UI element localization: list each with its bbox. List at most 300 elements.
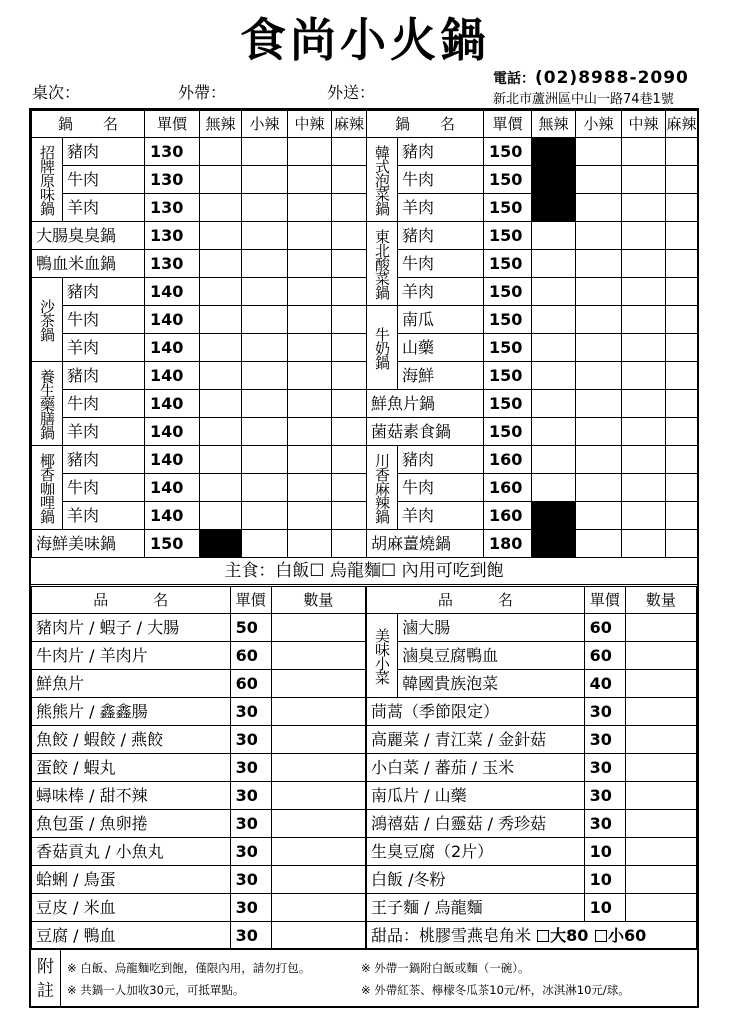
spice-checkbox-cell[interactable] [532,474,576,502]
hotpot-table-right [366,110,698,558]
spice-checkbox-cell[interactable] [622,502,666,530]
table-row [367,670,697,698]
item-name: 滷臭豆腐鴨血 [398,642,585,670]
spice-checkbox-cell[interactable] [666,362,698,390]
spice-checkbox-cell[interactable] [666,390,698,418]
item-price: 40 [584,670,625,698]
spice-checkbox-cell[interactable] [332,166,367,194]
spice-checkbox-cell[interactable] [666,250,698,278]
item-price: 10 [584,838,625,866]
spice-checkbox-cell[interactable] [200,390,242,418]
spice-checkbox-cell[interactable] [200,362,242,390]
header-row [32,111,367,138]
spice-checkbox-cell[interactable] [622,222,666,250]
item-price: 30 [230,726,271,754]
hotpot-table-left [31,110,367,558]
spice-checkbox-cell[interactable] [200,138,242,166]
table-row [367,754,697,782]
pot-item-name: 豬肉 [398,138,484,166]
pot-price: 150 [484,306,532,334]
pot-item-name: 羊肉 [63,418,145,446]
pot-price: 130 [145,222,200,250]
spice-checkbox-cell[interactable] [288,362,332,390]
side-items-table-right [366,586,697,950]
quantity-cell[interactable] [271,726,365,754]
pot-group-label [32,138,63,222]
phone-number: (02)8988-2090 [535,68,689,88]
pot-item-name: 豬肉 [63,278,145,306]
pot-price: 150 [484,222,532,250]
spice-checkbox-cell[interactable] [242,306,288,334]
quantity-cell[interactable] [271,810,365,838]
spice-checkbox-cell[interactable] [576,474,622,502]
unavailable-cell [200,530,242,558]
column-header: 單價 [484,111,532,138]
pot-group-label [367,446,398,530]
column-header: 鍋 名 [367,111,484,138]
item-name: 生臭豆腐（2片） [367,838,585,866]
table-row [367,782,697,810]
item-price: 30 [230,810,271,838]
spice-checkbox-cell[interactable] [332,474,367,502]
spice-checkbox-cell[interactable] [622,166,666,194]
pot-item-name: 牛肉 [63,390,145,418]
spice-checkbox-cell[interactable] [666,446,698,474]
side-group-text: 美味小菜 [373,627,392,684]
pot-price: 150 [484,278,532,306]
delivery-label: 外送： [327,83,376,102]
spice-checkbox-cell[interactable] [200,418,242,446]
quantity-cell[interactable] [271,670,365,698]
item-name: 魚餃 / 蝦餃 / 燕餃 [32,726,231,754]
spice-checkbox-cell[interactable] [576,306,622,334]
column-header: 無辣 [200,111,242,138]
spice-checkbox-cell[interactable] [532,250,576,278]
pot-name: 鴨血米血鍋 [32,250,145,278]
spice-checkbox-cell[interactable] [576,222,622,250]
table-row [367,138,698,166]
quantity-cell[interactable] [271,838,365,866]
column-header: 品 名 [32,587,231,614]
spice-checkbox-cell[interactable] [242,334,288,362]
table-row [367,446,698,474]
quantity-cell[interactable] [271,698,365,726]
pot-price: 140 [145,278,200,306]
table-row [367,642,697,670]
spice-checkbox-cell[interactable] [622,390,666,418]
spice-checkbox-cell[interactable] [242,474,288,502]
item-price: 10 [584,866,625,894]
column-header: 鍋 名 [32,111,145,138]
column-header: 麻辣 [332,111,367,138]
item-price: 30 [230,754,271,782]
spice-checkbox-cell[interactable] [666,306,698,334]
pot-group-text: 牛奶鍋 [373,326,391,369]
spice-checkbox-cell[interactable] [242,278,288,306]
pot-price: 130 [145,138,200,166]
table-row [367,866,697,894]
spice-checkbox-cell[interactable] [532,306,576,334]
spice-checkbox-cell[interactable] [622,306,666,334]
checkbox-icon[interactable] [537,930,549,942]
spice-checkbox-cell[interactable] [576,194,622,222]
table-row [32,614,366,642]
spice-checkbox-cell[interactable] [332,334,367,362]
spice-checkbox-cell[interactable] [332,390,367,418]
item-price: 30 [584,698,625,726]
spice-checkbox-cell[interactable] [622,250,666,278]
quantity-cell[interactable] [625,614,696,642]
note-4: ※ 外帶紅茶、檸檬冬瓜茶10元/杯，冰淇淋10元/球。 [361,983,630,997]
quantity-cell[interactable] [625,866,696,894]
spice-checkbox-cell[interactable] [288,502,332,530]
spice-checkbox-cell[interactable] [532,446,576,474]
quantity-cell[interactable] [271,642,365,670]
item-price: 30 [230,894,271,922]
spice-checkbox-cell[interactable] [576,166,622,194]
pot-price: 130 [145,194,200,222]
dessert-cell [367,922,697,950]
item-price: 60 [584,642,625,670]
spice-checkbox-cell[interactable] [532,362,576,390]
item-name: 熊熊片 / 鑫鑫腸 [32,698,231,726]
quantity-cell[interactable] [625,670,696,698]
item-name: 香菇貢丸 / 小魚丸 [32,838,231,866]
spice-checkbox-cell[interactable] [666,502,698,530]
spice-checkbox-cell[interactable] [288,530,332,558]
spice-checkbox-cell[interactable] [332,306,367,334]
spice-checkbox-cell[interactable] [200,278,242,306]
spice-checkbox-cell[interactable] [288,390,332,418]
quantity-cell[interactable] [271,754,365,782]
spice-checkbox-cell[interactable] [242,530,288,558]
item-price: 50 [230,614,271,642]
table-row [32,530,367,558]
table-row [32,670,366,698]
side-group-label [367,614,398,698]
note-2: ※ 外帶一鍋附白飯或麵（一碗）。 [361,961,530,975]
spice-checkbox-cell[interactable] [666,530,698,558]
pot-group-text: 沙茶鍋 [38,298,56,341]
pot-item-name: 羊肉 [398,502,484,530]
item-name: 鮮魚片 [32,670,231,698]
table-row [367,474,698,502]
spice-checkbox-cell[interactable] [200,446,242,474]
pot-price: 180 [484,530,532,558]
column-header: 單價 [584,587,625,614]
dessert-label: 甜品：桃膠雪燕皂角米 [371,925,537,945]
table-row [367,362,698,390]
table-row [32,726,366,754]
spice-checkbox-cell[interactable] [622,194,666,222]
table-row [32,838,366,866]
column-header: 無辣 [532,111,576,138]
quantity-cell[interactable] [271,922,365,950]
pot-group-label [32,278,63,362]
pot-price: 150 [484,250,532,278]
table-row [367,614,697,642]
pot-item-name: 牛肉 [398,474,484,502]
table-row [32,474,367,502]
quantity-cell[interactable] [625,698,696,726]
pot-price: 150 [484,138,532,166]
spice-checkbox-cell[interactable] [200,194,242,222]
pot-item-name: 羊肉 [398,194,484,222]
pot-item-name: 牛肉 [398,166,484,194]
spice-checkbox-cell[interactable] [332,362,367,390]
spice-checkbox-cell[interactable] [288,166,332,194]
checkbox-icon[interactable] [595,930,607,942]
pot-price: 160 [484,474,532,502]
spice-checkbox-cell[interactable] [242,222,288,250]
spice-checkbox-cell[interactable] [200,222,242,250]
spice-checkbox-cell[interactable] [666,278,698,306]
item-name: 小白菜 / 蕃茄 / 玉米 [367,754,585,782]
spice-checkbox-cell[interactable] [622,530,666,558]
quantity-cell[interactable] [271,866,365,894]
pot-price: 150 [484,166,532,194]
spice-checkbox-cell[interactable] [200,334,242,362]
spice-checkbox-cell[interactable] [288,194,332,222]
table-row [32,278,367,306]
spice-checkbox-cell[interactable] [576,138,622,166]
spice-checkbox-cell[interactable] [666,222,698,250]
spice-checkbox-cell[interactable] [666,474,698,502]
notes-label: 附 註 [31,950,61,1008]
spice-checkbox-cell[interactable] [288,138,332,166]
spice-checkbox-cell[interactable] [576,502,622,530]
column-header: 品 名 [367,587,585,614]
quantity-cell[interactable] [271,894,365,922]
spice-checkbox-cell[interactable] [576,390,622,418]
table-row [367,502,698,530]
spice-checkbox-cell[interactable] [200,306,242,334]
table-row [367,390,698,418]
pot-name: 大腸臭臭鍋 [32,222,145,250]
spice-checkbox-cell[interactable] [622,446,666,474]
spice-checkbox-cell[interactable] [666,138,698,166]
spice-checkbox-cell[interactable] [288,222,332,250]
quantity-cell[interactable] [271,782,365,810]
pot-group-text: 韓式泡菜鍋 [373,144,391,215]
unavailable-cell [532,502,576,530]
item-name: 豬肉片 / 蝦子 / 大腸 [32,614,231,642]
spice-checkbox-cell[interactable] [332,530,367,558]
pot-item-name: 牛肉 [398,250,484,278]
table-row [32,306,367,334]
spice-checkbox-cell[interactable] [242,194,288,222]
table-row [367,166,698,194]
spice-checkbox-cell[interactable] [242,418,288,446]
table-row [32,222,367,250]
order-sheet [29,108,699,1008]
quantity-cell[interactable] [625,642,696,670]
pot-group-label [32,446,63,530]
pot-group-text: 椰香咖哩鍋 [38,452,56,523]
pot-name: 胡麻薑燒鍋 [367,530,484,558]
dessert-row [367,922,697,950]
item-price: 30 [230,782,271,810]
unavailable-cell [532,166,576,194]
table-row [367,894,697,922]
spice-checkbox-cell[interactable] [242,250,288,278]
spice-checkbox-cell[interactable] [532,418,576,446]
item-name: 牛肉片 / 羊肉片 [32,642,231,670]
spice-checkbox-cell[interactable] [200,502,242,530]
quantity-cell[interactable] [625,726,696,754]
spice-checkbox-cell[interactable] [622,278,666,306]
pot-price: 140 [145,362,200,390]
column-header: 小辣 [576,111,622,138]
table-row [32,390,367,418]
dessert-small-option: 小60 [607,925,647,945]
item-price: 30 [230,838,271,866]
spice-checkbox-cell[interactable] [576,278,622,306]
spice-checkbox-cell[interactable] [576,446,622,474]
spice-checkbox-cell[interactable] [200,250,242,278]
spice-checkbox-cell[interactable] [576,250,622,278]
table-row [367,222,698,250]
pot-price: 130 [145,250,200,278]
spice-checkbox-cell[interactable] [622,474,666,502]
quantity-cell[interactable] [625,754,696,782]
notes-section [31,948,697,1006]
spice-checkbox-cell[interactable] [332,250,367,278]
spice-checkbox-cell[interactable] [332,418,367,446]
pot-price: 160 [484,502,532,530]
spice-checkbox-cell[interactable] [332,222,367,250]
spice-checkbox-cell[interactable] [666,334,698,362]
table-row [32,166,367,194]
table-row [367,810,697,838]
table-row [367,194,698,222]
spice-checkbox-cell[interactable] [332,194,367,222]
item-name: 鴻禧菇 / 白靈菇 / 秀珍菇 [367,810,585,838]
spice-checkbox-cell[interactable] [666,194,698,222]
pot-group-text: 養生藥膳鍋 [38,368,56,439]
spice-checkbox-cell[interactable] [242,166,288,194]
spice-checkbox-cell[interactable] [576,418,622,446]
spice-checkbox-cell[interactable] [288,474,332,502]
table-row [32,362,367,390]
quantity-cell[interactable] [271,614,365,642]
spice-checkbox-cell[interactable] [242,362,288,390]
pot-group-label [32,362,63,446]
table-row [32,894,366,922]
item-price: 30 [584,754,625,782]
column-header: 數量 [271,587,365,614]
table-row [32,642,366,670]
spice-checkbox-cell[interactable] [288,306,332,334]
spice-checkbox-cell[interactable] [332,138,367,166]
pot-group-text: 川香麻辣鍋 [373,452,391,523]
spice-checkbox-cell[interactable] [288,250,332,278]
table-row [32,754,366,782]
unavailable-cell [532,138,576,166]
spice-checkbox-cell[interactable] [288,446,332,474]
header-row [367,111,698,138]
spice-checkbox-cell[interactable] [288,418,332,446]
pot-item-name: 海鮮 [398,362,484,390]
column-header: 中辣 [622,111,666,138]
item-price: 10 [584,894,625,922]
spice-checkbox-cell[interactable] [532,334,576,362]
item-price: 60 [230,642,271,670]
item-name: 蟳味棒 / 甜不辣 [32,782,231,810]
spice-checkbox-cell[interactable] [666,418,698,446]
pot-price: 140 [145,418,200,446]
pot-group-text: 招牌原味鍋 [38,144,56,215]
pot-price: 150 [484,194,532,222]
spice-checkbox-cell[interactable] [532,278,576,306]
spice-checkbox-cell[interactable] [332,446,367,474]
spice-checkbox-cell[interactable] [622,138,666,166]
spice-checkbox-cell[interactable] [532,390,576,418]
spice-checkbox-cell[interactable] [576,530,622,558]
spice-checkbox-cell[interactable] [532,222,576,250]
spice-checkbox-cell[interactable] [576,334,622,362]
pot-price: 140 [145,446,200,474]
pot-price: 140 [145,474,200,502]
table-row [367,726,697,754]
spice-checkbox-cell[interactable] [332,278,367,306]
restaurant-title: 食尚小火鍋 [240,13,490,67]
spice-checkbox-cell[interactable] [622,362,666,390]
column-header: 單價 [145,111,200,138]
pot-price: 150 [484,390,532,418]
item-name: 滷大腸 [398,614,585,642]
quantity-cell[interactable] [625,810,696,838]
quantity-cell[interactable] [625,782,696,810]
phone-line [493,68,689,88]
quantity-cell[interactable] [625,838,696,866]
spice-checkbox-cell[interactable] [242,446,288,474]
item-name: 茼蒿（季節限定） [367,698,585,726]
table-row [32,194,367,222]
table-row [32,866,366,894]
spice-checkbox-cell[interactable] [200,166,242,194]
address: 新北市蘆洲區中山一路74巷1號 [493,92,674,107]
spice-checkbox-cell[interactable] [242,502,288,530]
pot-group-label [367,138,398,222]
spice-checkbox-cell[interactable] [242,138,288,166]
spice-checkbox-cell[interactable] [200,474,242,502]
table-row [367,278,698,306]
note-1: ※ 白飯、烏龍麵吃到飽，僅限內用，請勿打包。 [67,961,311,975]
spice-checkbox-cell[interactable] [288,278,332,306]
spice-checkbox-cell[interactable] [622,334,666,362]
pot-item-name: 羊肉 [63,194,145,222]
spice-checkbox-cell[interactable] [576,362,622,390]
staple-food-row: 主食：白飯☐ 烏龍麵☐ 內用可吃到飽 [31,557,697,585]
item-name: 南瓜片 / 山藥 [367,782,585,810]
spice-checkbox-cell[interactable] [242,390,288,418]
spice-checkbox-cell[interactable] [666,166,698,194]
pot-group-text: 東北酸菜鍋 [373,228,391,299]
spice-checkbox-cell[interactable] [622,418,666,446]
unavailable-cell [532,194,576,222]
pot-price: 130 [145,166,200,194]
pot-price: 140 [145,390,200,418]
quantity-cell[interactable] [625,894,696,922]
column-header: 中辣 [288,111,332,138]
item-name: 蛋餃 / 蝦丸 [32,754,231,782]
table-row [32,502,367,530]
spice-checkbox-cell[interactable] [288,334,332,362]
spice-checkbox-cell[interactable] [332,502,367,530]
pot-item-name: 豬肉 [63,446,145,474]
pot-group-label [367,306,398,390]
